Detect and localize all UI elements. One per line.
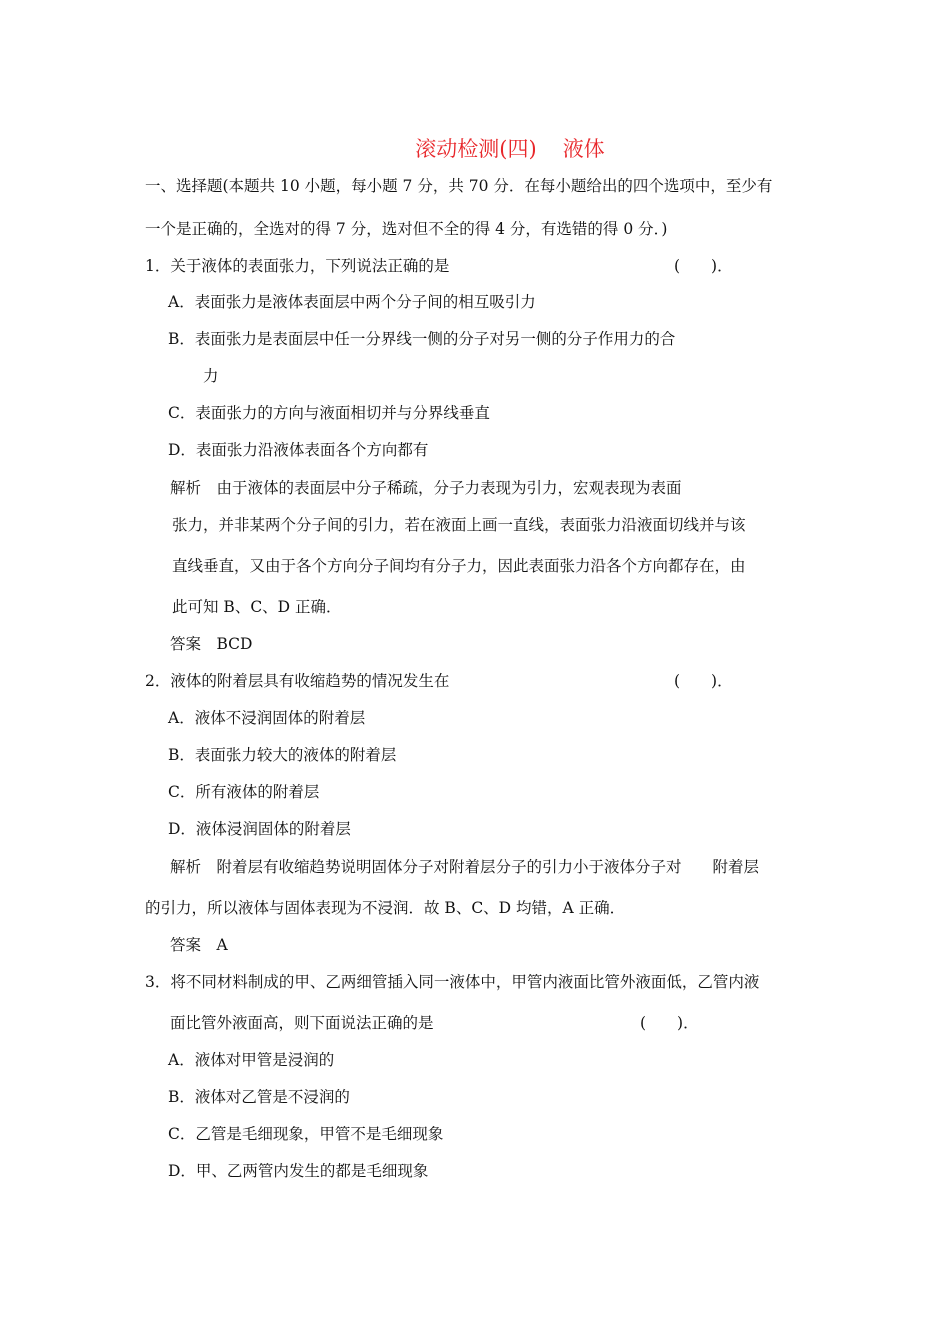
q1-analysis-line2: 张力，并非某两个分子间的引力，若在液面上画一直线，表面张力沿液面切线并与该	[172, 516, 746, 534]
q2-analysis-line2: 的引力，所以液体与固体表现为不浸润．故 B、C、D 均错，A 正确．	[145, 899, 626, 917]
q3-option-b: B．液体对乙管是不浸润的	[168, 1088, 350, 1106]
q1-analysis-line4: 此可知 B、C、D 正确．	[172, 598, 342, 616]
section-instructions-line1: 一、选择题(本题共 10 小题，每小题 7 分，共 70 分．在每小题给出的四个选项中，至少有	[145, 177, 773, 195]
q1-answer-bracket: ( )．	[674, 257, 733, 275]
q3-stem-line1: 3．将不同材料制成的甲、乙两细管插入同一液体中，甲管内液面比管外液面低，乙管内液	[145, 973, 760, 991]
q3-option-c: C．乙管是毛细现象，甲管不是毛细现象	[168, 1125, 444, 1143]
q1-answer: 答案 BCD	[170, 635, 253, 653]
q2-answer: 答案 A	[170, 936, 228, 954]
q2-option-c: C．所有液体的附着层	[168, 783, 320, 801]
page-title	[0, 136, 950, 162]
title-sub: 液体	[562, 137, 605, 161]
q1-option-c: C．表面张力的方向与液面相切并与分界线垂直	[168, 404, 490, 422]
q2-answer-bracket: ( )．	[674, 672, 733, 690]
q3-option-d: D．甲、乙两管内发生的都是毛细现象	[168, 1162, 429, 1180]
q1-analysis-line3: 直线垂直，又由于各个方向分子间均有分子力，因此表面张力沿各个方向都存在，由	[172, 557, 746, 575]
q1-stem: 1．关于液体的表面张力，下列说法正确的是	[145, 257, 450, 275]
q3-answer-bracket: ( )．	[640, 1014, 699, 1032]
q1-option-d: D．表面张力沿液体表面各个方向都有	[168, 441, 429, 459]
q2-analysis-line1: 解析 附着层有收缩趋势说明固体分子对附着层分子的引力小于液体分子对 附着层	[170, 858, 760, 876]
q2-option-b: B．表面张力较大的液体的附着层	[168, 746, 397, 764]
title-main: 滚动检测(四)	[415, 137, 537, 161]
q1-option-a: A．表面张力是液体表面层中两个分子间的相互吸引力	[168, 293, 536, 311]
section-instructions-line2: 一个是正确的，全选对的得 7 分，选对但不全的得 4 分，有选错的得 0 分．)	[145, 220, 668, 238]
q1-analysis-line1: 解析 由于液体的表面层中分子稀疏，分子力表现为引力，宏观表现为表面	[170, 479, 682, 497]
q2-stem: 2．液体的附着层具有收缩趋势的情况发生在	[145, 672, 450, 690]
q2-option-d: D．液体浸润固体的附着层	[168, 820, 351, 838]
q2-option-a: A．液体不浸润固体的附着层	[168, 709, 366, 727]
q1-option-b-cont: 力	[203, 367, 219, 385]
q3-option-a: A．液体对甲管是浸润的	[168, 1051, 335, 1069]
q1-option-b: B．表面张力是表面层中任一分界线一侧的分子对另一侧的分子作用力的合	[168, 330, 676, 348]
q3-stem-line2: 面比管外液面高，则下面说法正确的是	[170, 1014, 434, 1032]
